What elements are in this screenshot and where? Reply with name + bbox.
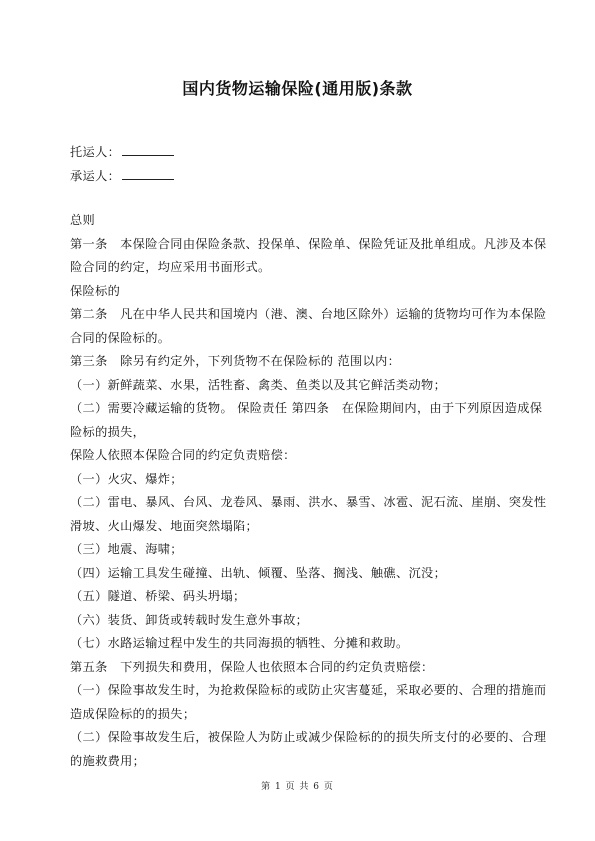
carrier-label: 承运人： xyxy=(70,169,121,183)
body-line: 滑坡、火山爆发、地面突然塌陷； xyxy=(70,519,259,533)
body-line: （二）保险事故发生后，被保险人为防止或减少保险标的的损失所支付的必要的、合理 xyxy=(70,730,547,744)
body-line: 第五条 下列损失和费用，保险人也依照本合同的约定负责赔偿： xyxy=(70,660,434,674)
body-line: 合同的保险标的。 xyxy=(70,331,171,345)
section-heading-subject: 保险标的 xyxy=(70,284,121,298)
shipper-blank[interactable] xyxy=(122,144,174,156)
body-line: 第二条 凡在中华人民共和国境内（港、澳、台地区除外）运输的货物均可作为本保险 xyxy=(70,307,547,321)
body-line: （一）火灾、爆炸； xyxy=(70,472,183,486)
shipper-line xyxy=(70,144,530,160)
body-line: （一）新鲜蔬菜、水果，活牲畜、禽类、鱼类以及其它鲜活类动物； xyxy=(70,378,447,392)
carrier-blank[interactable] xyxy=(122,168,174,180)
body-line: （七）水路运输过程中发生的共同海损的牺牲、分摊和救助。 xyxy=(70,636,409,650)
shipper-label: 托运人： xyxy=(70,145,121,159)
body-line: （六）装货、卸货或转载时发生意外事故； xyxy=(70,613,309,627)
body-line: 险标的损失， xyxy=(70,425,146,439)
carrier-line xyxy=(70,168,530,184)
body-line: 保险人依照本保险合同的约定负责赔偿： xyxy=(70,448,296,462)
body-line: 的施救费用； xyxy=(70,754,146,768)
section-heading-general: 总则 xyxy=(70,213,96,227)
document-title: 国内货物运输保险(通用版)条款 xyxy=(182,79,413,98)
body-line: 第三条 除另有约定外，下列货物不在保险标的 范围以内： xyxy=(70,354,401,368)
page-number-footer: 第 1 页 共 6 页 xyxy=(261,782,334,792)
body-line: 险合同的约定，均应采用书面形式。 xyxy=(70,260,271,274)
body-line: 第一条 本保险合同由保险条款、投保单、保险单、保险凭证及批单组成。凡涉及本保 xyxy=(70,237,547,251)
body-line: 造成保险标的的损失； xyxy=(70,707,196,721)
body-line: （一）保险事故发生时，为抢救保险标的或防止灾害蔓延，采取必要的、合理的措施而 xyxy=(70,683,547,697)
body-line: （二）雷电、暴风、台风、龙卷风、暴雨、洪水、暴雪、冰雹、泥石流、崖崩、突发性 xyxy=(70,495,547,509)
body-line: （二）需要冷藏运输的货物。 保险责任 第四条 在保险期间内，由于下列原因造成保 xyxy=(70,401,543,415)
body-line: （三）地震、海啸； xyxy=(70,542,183,556)
body-line: （五）隧道、桥梁、码头坍塌； xyxy=(70,589,246,603)
body-line: （四）运输工具发生碰撞、出轨、倾覆、坠落、搁浅、触礁、沉没； xyxy=(70,566,447,580)
